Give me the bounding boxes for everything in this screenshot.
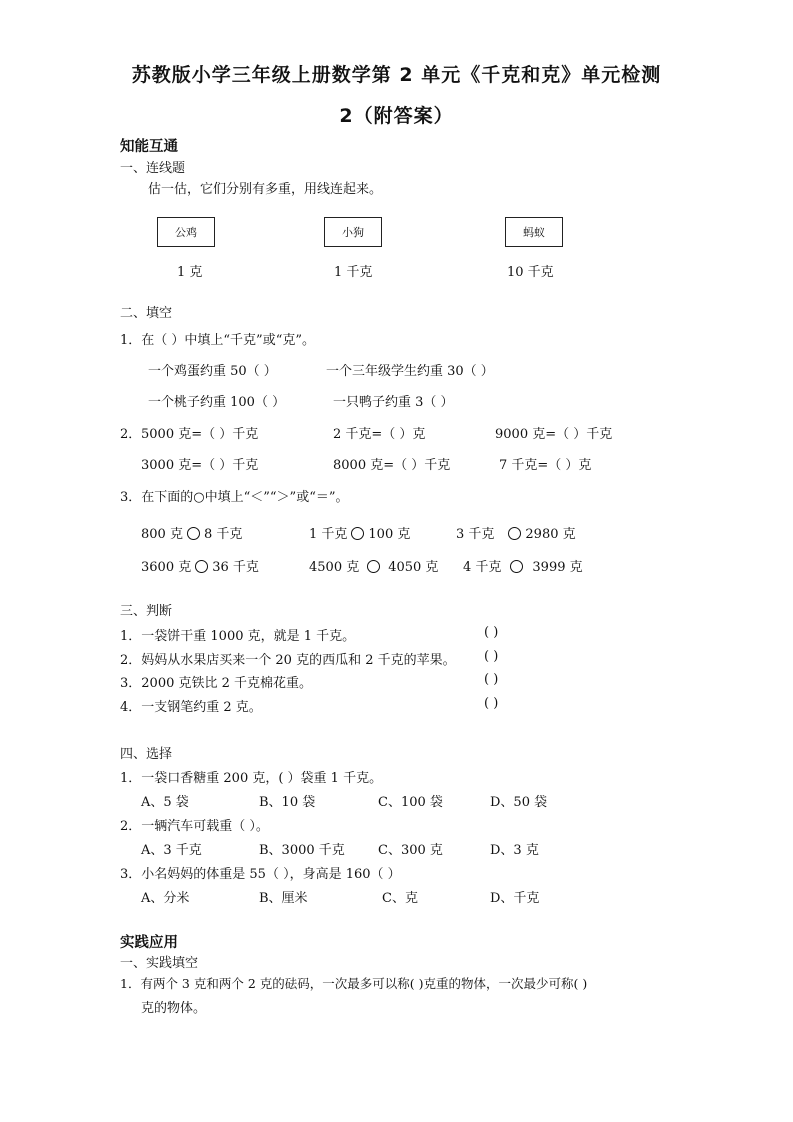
fill-q3-stem: 3．在下面的○中填上“＜”“＞”或“＝”。 <box>120 490 349 505</box>
sec1-instruction: 估一估，它们分别有多重，用线连起来。 <box>148 182 383 197</box>
match-weight-2: 1 千克 <box>334 265 373 280</box>
fill-q2-item: 9000 克=（ ）千克 <box>495 427 613 442</box>
practice-sec1-title: 一、实践填空 <box>120 956 199 971</box>
section-heading-part2: 实践应用 <box>120 935 178 951</box>
fill-q2-item: 3000 克=（ ）千克 <box>141 458 259 473</box>
sec1-title: 一、连线题 <box>120 161 186 176</box>
page-title-line1: 苏教版小学三年级上册数学第 2 单元《千克和克》单元检测 <box>131 64 662 86</box>
compare-pair: 800 克 8 千克 <box>141 527 243 542</box>
choice-option[interactable]: B、3000 千克 <box>259 843 345 858</box>
match-box-puppy: 小狗 <box>324 217 382 247</box>
compare-pair: 1 千克 100 克 <box>309 527 411 542</box>
match-box-ant: 蚂蚁 <box>505 217 563 247</box>
choice-option[interactable]: A、3 千克 <box>141 843 202 858</box>
choice-option[interactable]: D、3 克 <box>490 843 539 858</box>
compare-circle[interactable] <box>195 560 208 573</box>
fill-q1-item: 一个桃子约重 100（ ） <box>148 395 286 410</box>
sec2-title: 二、填空 <box>120 306 173 321</box>
match-weight-1: 1 克 <box>177 265 203 280</box>
fill-q2-number: 2． <box>120 427 142 442</box>
compare-circle[interactable] <box>508 527 521 540</box>
fill-q2-item: 7 千克=（ ）克 <box>499 458 592 473</box>
choice-option[interactable]: B、10 袋 <box>259 795 316 810</box>
choice-q2-stem: 2．一辆汽车可载重（ ）。 <box>120 819 269 834</box>
choice-option[interactable]: A、分米 <box>141 891 190 906</box>
judge-bracket[interactable]: ( ) <box>484 649 499 664</box>
fill-q1-item: 一个鸡蛋约重 50（ ） <box>148 364 277 379</box>
choice-option[interactable]: B、厘米 <box>259 891 308 906</box>
judge-item: 2．妈妈从水果店买来一个 20 克的西瓜和 2 千克的苹果。 <box>120 653 456 668</box>
fill-q2-item: 2 千克=（ ）克 <box>333 427 426 442</box>
choice-option[interactable]: D、50 袋 <box>490 795 548 810</box>
match-box-rooster: 公鸡 <box>157 217 215 247</box>
fill-q1-item: 一个三年级学生约重 30（ ） <box>326 364 494 379</box>
practice-q1-line1: 1．有两个 3 克和两个 2 克的砝码，一次最多可以称( )克重的物体，一次最少可称( ) <box>120 976 588 991</box>
choice-q1-stem: 1．一袋口香糖重 200 克，( ）袋重 1 千克。 <box>120 771 383 786</box>
choice-option[interactable]: C、300 克 <box>378 843 443 858</box>
compare-circle[interactable] <box>187 527 200 540</box>
choice-q3-stem: 3．小名妈妈的体重是 55（ ），身高是 160（ ） <box>120 867 401 882</box>
compare-pair: 3600 克 36 千克 <box>141 560 259 575</box>
judge-item: 4．一支钢笔约重 2 克。 <box>120 700 262 715</box>
page-title-line2: 2（附答案） <box>339 105 454 127</box>
compare-circle[interactable] <box>510 560 523 573</box>
sec4-title: 四、选择 <box>120 747 173 762</box>
fill-q1-stem: 1．在（ ）中填上“千克”或“克”。 <box>120 333 315 348</box>
compare-pair: 4500 克 4050 克 <box>309 560 439 575</box>
judge-bracket[interactable]: ( ) <box>484 696 499 711</box>
compare-circle[interactable] <box>351 527 364 540</box>
section-heading-part1: 知能互通 <box>120 139 178 155</box>
practice-q1-line2: 克的物体。 <box>141 1001 207 1016</box>
compare-pair: 4 千克 3999 克 <box>463 560 583 575</box>
choice-option[interactable]: D、千克 <box>490 891 540 906</box>
choice-option[interactable]: A、5 袋 <box>141 795 189 810</box>
compare-circle[interactable] <box>367 560 380 573</box>
fill-q2-item: 5000 克=（ ）千克 <box>141 427 259 442</box>
judge-bracket[interactable]: ( ) <box>484 672 499 687</box>
fill-q1-item: 一只鸭子约重 3（ ） <box>333 395 454 410</box>
compare-pair: 3 千克 2980 克 <box>456 527 576 542</box>
judge-item: 1．一袋饼干重 1000 克，就是 1 千克。 <box>120 629 356 644</box>
sec3-title: 三、判断 <box>120 604 173 619</box>
choice-option[interactable]: C、克 <box>382 891 418 906</box>
fill-q2-item: 8000 克=（ ）千克 <box>333 458 451 473</box>
judge-item: 3．2000 克铁比 2 千克棉花重。 <box>120 676 313 691</box>
choice-option[interactable]: C、100 袋 <box>378 795 443 810</box>
judge-bracket[interactable]: ( ) <box>484 625 499 640</box>
match-weight-3: 10 千克 <box>507 265 554 280</box>
